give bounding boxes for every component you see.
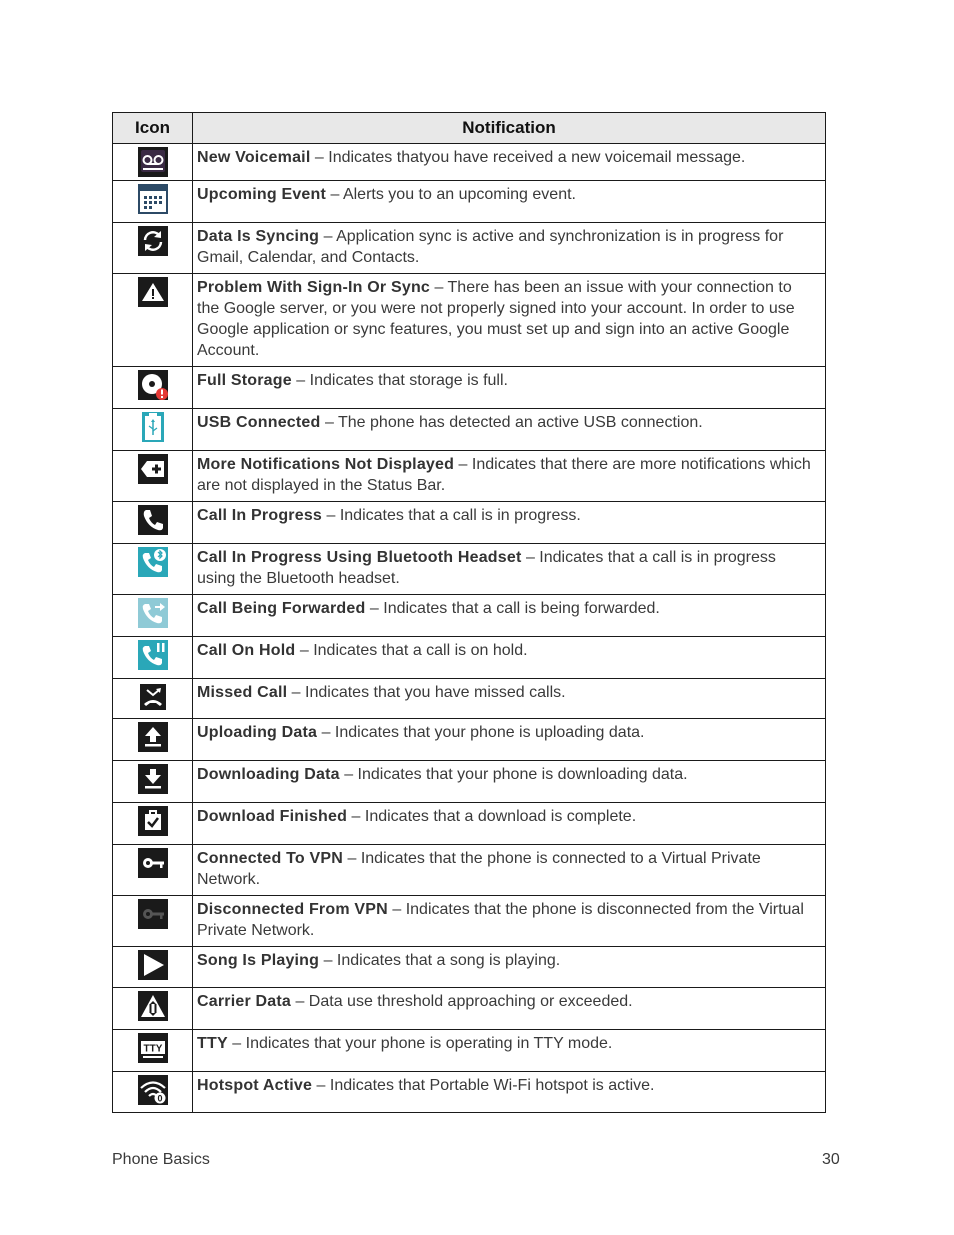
notification-description: [193, 1030, 826, 1072]
table-row: [113, 988, 826, 1030]
upload-icon: [138, 722, 168, 752]
call-hold-icon: [138, 640, 168, 670]
icon-cell: [113, 845, 193, 896]
icon-cell: [113, 803, 193, 845]
notification-description: [193, 1072, 826, 1113]
icon-cell: [113, 1072, 193, 1113]
notification-description: [193, 679, 826, 719]
table-header-row: [113, 113, 826, 144]
sync-icon: [138, 226, 168, 256]
icon-cell: [113, 367, 193, 409]
notification-description: [193, 451, 826, 502]
notification-name: Downloading Data: [197, 766, 340, 783]
table-row: [113, 544, 826, 595]
table-row: [113, 181, 826, 223]
notification-description: [193, 719, 826, 761]
icon-cell: [113, 637, 193, 679]
download-icon: [138, 764, 168, 794]
notification-description: [193, 223, 826, 274]
play-icon: [138, 950, 168, 980]
warning-icon: [138, 277, 168, 307]
header-notification: Notification: [193, 113, 826, 144]
missed-call-icon: [138, 682, 168, 712]
table-row: [113, 947, 826, 988]
storage-full-icon: [138, 370, 168, 400]
table-row: [113, 896, 826, 947]
calendar-icon: [138, 184, 168, 214]
notification-detail: – Indicates that a download is complete.: [347, 808, 637, 825]
notification-detail: – Indicates that your phone is operating in TTY mode.: [227, 1035, 613, 1052]
table-row: [113, 274, 826, 367]
notification-name: USB Connected: [197, 414, 321, 431]
icon-cell: [113, 223, 193, 274]
notification-name: Song Is Playing: [197, 952, 320, 969]
data-warning-icon: [138, 991, 168, 1021]
notification-name: Call In Progress Using Bluetooth Headset: [197, 549, 522, 566]
notification-name: Uploading Data: [197, 724, 318, 741]
notification-name: Call On Hold: [197, 642, 296, 659]
notification-name: Download Finished: [197, 808, 348, 825]
notification-description: [193, 367, 826, 409]
table-row: [113, 1072, 826, 1113]
notification-detail: – Indicates that Portable Wi-Fi hotspot is active.: [312, 1077, 655, 1094]
call-icon: [138, 505, 168, 535]
icon-cell: [113, 1030, 193, 1072]
footer-section-title: Phone Basics: [112, 1151, 210, 1168]
notification-detail: – Indicates that a call is in progress using the Bluetooth headset.: [197, 549, 776, 587]
notification-detail: – Indicates that the phone is disconnected from the Virtual Private Network.: [197, 901, 804, 939]
notification-description: [193, 595, 826, 637]
notification-name: Missed Call: [197, 684, 288, 701]
notification-detail: – Indicates thatyou have received a new voicemail message.: [310, 149, 746, 166]
notification-detail: – Data use threshold approaching or exceeded.: [291, 993, 633, 1010]
download-finished-icon: [138, 806, 168, 836]
notification-description: [193, 409, 826, 451]
notification-detail: – Indicates that your phone is uploading data.: [317, 724, 645, 741]
table-row: [113, 367, 826, 409]
notification-description: [193, 896, 826, 947]
notification-name: Problem With Sign-In Or Sync: [197, 279, 431, 296]
notification-detail: – Indicates that you have missed calls.: [287, 684, 566, 701]
notification-detail: – Indicates that a call is in progress.: [322, 507, 581, 524]
notification-detail: – Indicates that a call is being forwarded.: [365, 600, 660, 617]
svg-text:TTY: TTY: [143, 1043, 162, 1055]
usb-icon: [138, 412, 168, 442]
notification-name: More Notifications Not Displayed: [197, 456, 455, 473]
table-row: [113, 223, 826, 274]
icon-cell: [113, 181, 193, 223]
notification-description: [193, 988, 826, 1030]
voicemail-icon: [138, 147, 168, 177]
notification-description: [193, 144, 826, 181]
notification-name: Upcoming Event: [197, 186, 327, 203]
table-row: [113, 679, 826, 719]
notification-name: Connected To VPN: [197, 850, 344, 867]
vpn-key-off-icon: [138, 899, 168, 929]
icon-cell: [113, 896, 193, 947]
table-row: [113, 409, 826, 451]
notification-detail: – Alerts you to an upcoming event.: [326, 186, 576, 203]
table-row: [113, 144, 826, 181]
notification-name: TTY: [197, 1035, 228, 1052]
svg-text:0: 0: [156, 1093, 163, 1104]
footer-page-number: 30: [822, 1151, 840, 1168]
table-row: [113, 761, 826, 803]
notification-name: Data Is Syncing: [197, 228, 320, 245]
notification-description: [193, 502, 826, 544]
notification-name: Call In Progress: [197, 507, 323, 524]
table-row: [113, 845, 826, 896]
notification-name: Call Being Forwarded: [197, 600, 366, 617]
notification-name: New Voicemail: [197, 149, 311, 166]
notification-name: Carrier Data: [197, 993, 292, 1010]
table-row: [113, 719, 826, 761]
notification-detail: – Indicates that your phone is downloading data.: [339, 766, 688, 783]
notification-description: [193, 544, 826, 595]
notification-name: Full Storage: [197, 372, 292, 389]
tty-icon: [138, 1033, 168, 1063]
icon-cell: [113, 679, 193, 719]
table-row: [113, 1030, 826, 1072]
notification-detail: – Application sync is active and synchronization is in progress for Gmail, Calendar, and Contacts.: [197, 228, 784, 266]
notification-description: [193, 761, 826, 803]
notification-description: [193, 845, 826, 896]
vpn-key-icon: [138, 848, 168, 878]
table-row: [113, 595, 826, 637]
icon-cell: [113, 502, 193, 544]
icon-cell: [113, 409, 193, 451]
more-notifications-icon: [138, 454, 168, 484]
notification-description: [193, 181, 826, 223]
icon-cell: [113, 451, 193, 502]
icon-cell: [113, 761, 193, 803]
notification-detail: – Indicates that a call is on hold.: [295, 642, 528, 659]
icon-cell: [113, 144, 193, 181]
header-icon: Icon: [113, 113, 193, 144]
icon-cell: [113, 544, 193, 595]
bluetooth-call-icon: [138, 547, 168, 577]
call-forward-icon: [138, 598, 168, 628]
icon-cell: [113, 947, 193, 988]
icon-cell: [113, 988, 193, 1030]
table-row: [113, 502, 826, 544]
notification-icons-table: [112, 112, 826, 1113]
table-row: [113, 451, 826, 502]
notification-description: [193, 803, 826, 845]
notification-detail: – Indicates that a song is playing.: [319, 952, 561, 969]
table-row: [113, 637, 826, 679]
table-row: [113, 803, 826, 845]
notification-description: [193, 947, 826, 988]
hotspot-icon: [138, 1075, 168, 1105]
notification-detail: – There has been an issue with your connection to the Google server, or you were not properly signed into your account. In order to use Google application or sync features, you must set up and sign into an active Google Account.: [197, 279, 795, 359]
notification-name: Disconnected From VPN: [197, 901, 388, 918]
notification-detail: – Indicates that the phone is connected to a Virtual Private Network.: [197, 850, 761, 888]
notification-name: Hotspot Active: [197, 1077, 313, 1094]
notification-detail: – Indicates that there are more notifications which are not displayed in the Status Bar.: [197, 456, 811, 494]
notification-description: [193, 274, 826, 367]
icon-cell: [113, 274, 193, 367]
notification-detail: – The phone has detected an active USB connection.: [320, 414, 703, 431]
icon-cell: [113, 719, 193, 761]
icon-cell: [113, 595, 193, 637]
notification-description: [193, 637, 826, 679]
notification-detail: – Indicates that storage is full.: [291, 372, 508, 389]
